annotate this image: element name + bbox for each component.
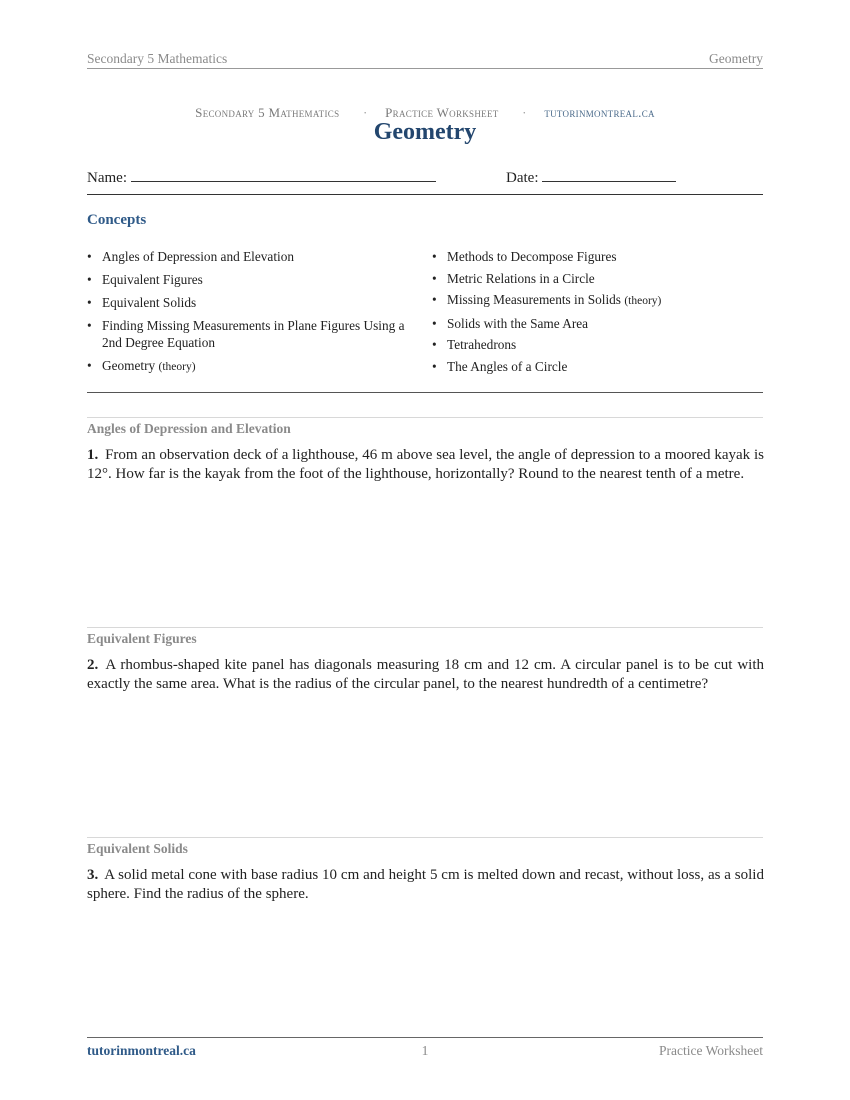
concept-item: • Tetrahedrons xyxy=(432,336,762,353)
section-divider xyxy=(87,627,763,628)
header-divider xyxy=(87,194,763,195)
section-heading: Equivalent Figures xyxy=(87,631,197,646)
name-field xyxy=(87,166,436,187)
kicker-separator-1: · xyxy=(362,105,368,120)
concept-item: • Equivalent Solids xyxy=(87,294,407,311)
problem-2 xyxy=(87,656,764,694)
problem-number: 3. xyxy=(87,867,99,883)
date-blank-line[interactable] xyxy=(542,166,676,182)
concept-item: • Methods to Decompose Figures xyxy=(432,248,762,265)
problem-text: A solid metal cone with base radius 10 cm and height 5 cm is melted down and recast, without loss, as a solid sphere. Find the radius of the sphere. xyxy=(87,867,764,902)
concept-note: (theory) xyxy=(624,295,662,308)
kicker-course: Secondary 5 Mathematics xyxy=(195,105,340,120)
section-divider xyxy=(87,417,763,418)
concepts-divider xyxy=(87,392,763,393)
concept-note: (theory) xyxy=(158,361,196,373)
problem-number: 1. xyxy=(87,447,99,463)
concepts-list-left xyxy=(87,248,407,382)
footer-site: tutorinmontreal.ca xyxy=(87,1043,196,1058)
kicker-site: tutorinmontreal.ca xyxy=(544,105,655,120)
footer-divider xyxy=(87,1037,763,1038)
concept-item: • Missing Measurements in Solids (theory) xyxy=(432,291,762,310)
concept-item: • Geometry (theory) xyxy=(87,357,407,376)
problem-1 xyxy=(87,446,764,484)
running-header xyxy=(87,50,763,69)
concept-item: • Metric Relations in a Circle xyxy=(432,270,762,287)
concepts-list-right xyxy=(432,248,762,380)
problem-number: 2. xyxy=(87,657,99,673)
concept-item: • Angles of Depression and Elevation xyxy=(87,248,407,265)
name-blank-line[interactable] xyxy=(131,166,436,182)
footer-doc-type: Practice Worksheet xyxy=(659,1043,763,1058)
concept-item: • Equivalent Figures xyxy=(87,271,407,288)
concept-item: • Finding Missing Measurements in Plane Figures Using a 2nd Degree Equation xyxy=(87,317,407,351)
date-label: Date: xyxy=(506,170,539,186)
problem-text: A rhombus-shaped kite panel has diagonals measuring 18 cm and 12 cm. A circular panel is to be cut with exactly the same area. What is the radius of the circular panel, to the nearest hundredth of a centimetre? xyxy=(87,657,764,692)
page-number: 1 xyxy=(421,1043,429,1058)
section-heading: Angles of Depression and Elevation xyxy=(87,421,291,436)
running-header-topic: Geometry xyxy=(709,51,763,66)
problem-3 xyxy=(87,866,764,904)
section-heading: Equivalent Solids xyxy=(87,841,188,856)
name-label: Name: xyxy=(87,170,127,186)
concept-item: • The Angles of a Circle xyxy=(432,358,762,375)
date-field xyxy=(506,166,676,187)
kicker-doc-type: Practice Worksheet xyxy=(385,105,499,120)
page-title: Geometry xyxy=(373,119,477,145)
section-divider xyxy=(87,837,763,838)
kicker-separator-2: · xyxy=(522,105,527,120)
running-header-course: Secondary 5 Mathematics xyxy=(87,51,228,66)
problem-text: From an observation deck of a lighthouse, 46 m above sea level, the angle of depression to a moored kayak is 12°. How far is the kayak from the foot of the lighthouse, horizontally? Round to the nearest tenth of a metre. xyxy=(87,447,765,482)
concept-item: • Solids with the Same Area xyxy=(432,315,762,332)
concepts-heading: Concepts xyxy=(87,212,147,228)
